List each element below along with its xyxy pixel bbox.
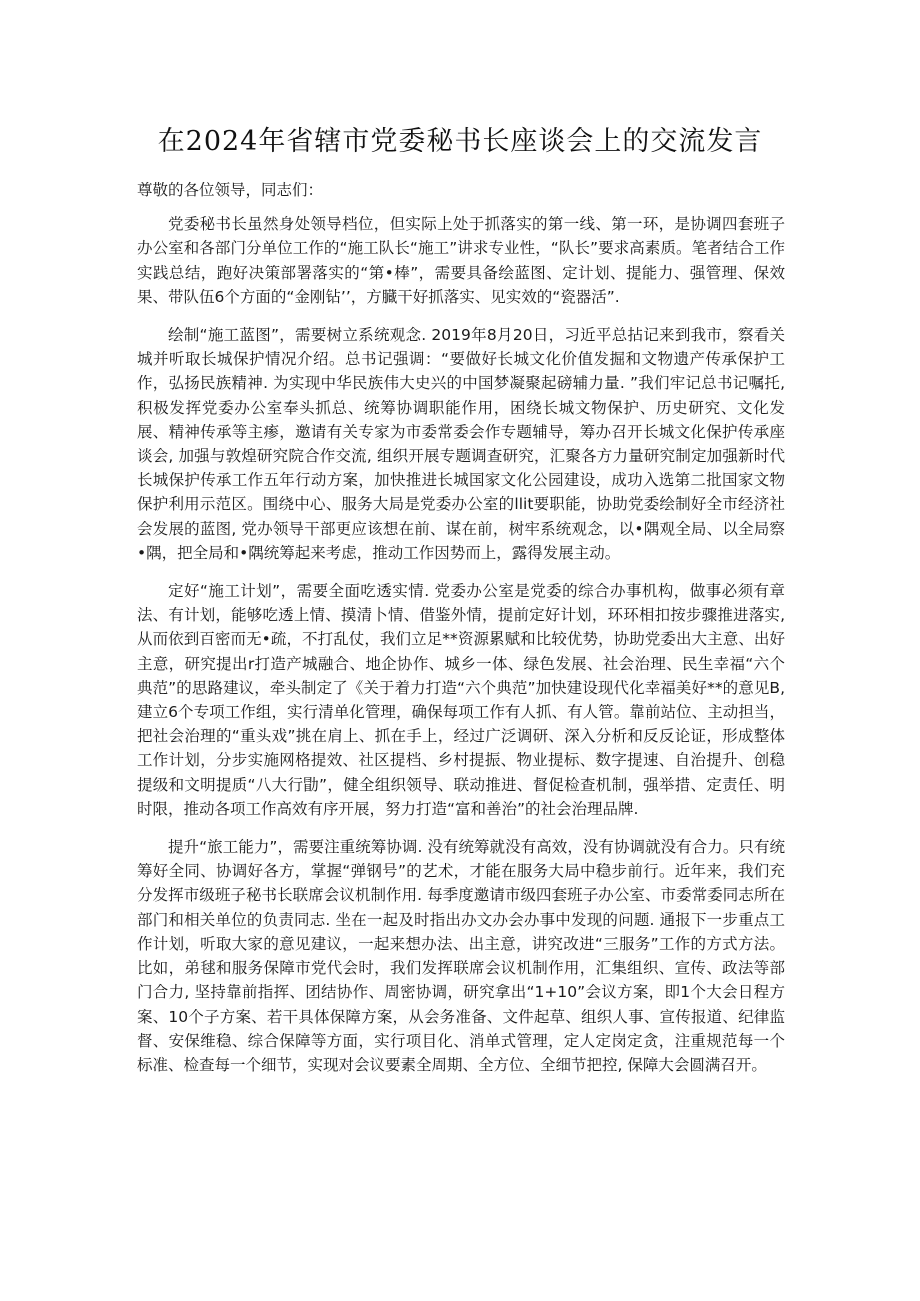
document-title: 在2024年省辖市党委秘书长座谈会上的交流发言 (157, 126, 763, 157)
document-body (137, 178, 785, 1091)
paragraph-capability: 提升“旅工能力”，需要注重统筹协调. 没有统筹就没有高效，没有协调就没有合力。只有统筹好全同、协调好各方，掌握“弹钢号”的艺术，才能在服务大局中稳步前行。近年来，我们充分发挥市级班子秘书长联席会议机制作用. 每季度邀请市级四套班子办公室、市委常委同志所在部门和相关单位的负责同志. 坐在一起及时指出办文办会办事中发现的问题. 通报下一步重点工作计划，听取大家的意见建议，一起来想办法、出主意，讲究改进“三服务”工作的方式方法。比如，弟毬和服务保障市党代会时，我们发挥联席会议机制作用，汇集组织、宣传、政法等部门合力, 坚持靠前指挥、团结协作、周密协调，研究拿出“1+10”会议方案，即1个大会日程方案、10个子方案、若干具体保障方案，从会务准备、文件起草、组织人事、宣传报道、纪律监督、安保维稳、综合保障等方面，实行项目化、消单式管理，定人定岗定贪，注重规范每一个标准、检查每一个细节，实现对会议要素全周期、全方位、全细节把控, 保障大会圆满召开。 (137, 838, 785, 1074)
paragraph-blueprint: 绘制“施工蓝图”，需要树立系统观念. 2019年8月20日，习近平总拈记来到我市，察看关城并听取长城保护情况介绍。总书记强调：“要做好长城文化价值发掘和文物遗产传承保护工作，弘扬民族精神. 为实现中华民族伟大史兴的中国梦凝聚起磅辅力量. ”我们牢记总书记嘱托, 积极发挥党委办公室奉头抓总、统筹协调职能作用，困绕长城文物保护、历史研究、文化发展、精神传承等主瘆，邀请有关专家为市委常委会作专题辅导，筹办召开长城文化保护传承座谈会, 加强与敦煌研究院合作交流, 组织开展专题调查研究，汇聚各方力量研究制定加强新时代长城保护传承工作五年行动方案，加快推进长城国家文化公园建设，成功入选第二批国家文物保护利用示范区。围绕中心、服务大局是党委办公室的llit要职能，协助党委绘制好全市经济社会发展的蓝图, 党办领导干部更应该想在前、谋在前，树牢系统观念，以•隅观全局、以全局察•隅，把全局和•隅统筹起来考虑，推动工作因势而上，露得发展主动。 (137, 326, 785, 562)
salutation: 尊敬的各位领导，同志们： (137, 181, 324, 199)
paragraph-plan: 定好“施工计划”，需要全面吃透实情. 党委办公室是党委的综合办事机构，做事必须有章法、有计划，能够吃透上情、摸清卜情、借鉴外情，提前定好计划，环环相扣按步骤推进落实, 从而依到百密而无•疏，不打乱仗，我们立足**资源累赋和比较优势，协助党委出大主意、出好主意，研究提出r打造产城融合、地企协作、城乡一体、绿色发展、社会治理、民生幸福“六个典范”的思路建议，牵头制定了《关于着力打造“六个典范”加快建设现代化幸福美好**的意见B, 建立6个专项工作组，实行清单化管理，确保每项工作有人抓、有人管。靠前站位、主动担当，把社会治理的“重头戏”挑在肩上、抓在手上，经过广泛调研、深入分析和反反论证，形成整体工作计划，分步实施网格提效、社区提档、乡村提振、物业提标、数字提速、自治提升、创稳提级和文明提质“八大行勖”，健全组织领导、联动推进、督促检查机制，强举措、定责任、明时限，推动各项工作高效有序开展，努力打造“富和善治”的社会治理品牌. (137, 582, 785, 818)
paragraph-intro: 党委秘书长虽然身处领导档位，但实际上处于抓落实的第一线、第一环，是协调四套班子办公室和各部门分单位工作的“施工队长“施工”讲求专业性，“队长”要求高素质。笔者结合工作实践总结，跑好决策部署落实的“第•棒”，需要具备绘蓝图、定计划、提能力、强管理、保效果、带队伍6个方面的“金刚钻’’，方臓干好抓落实、见实效的“瓷器活”. (137, 215, 785, 306)
